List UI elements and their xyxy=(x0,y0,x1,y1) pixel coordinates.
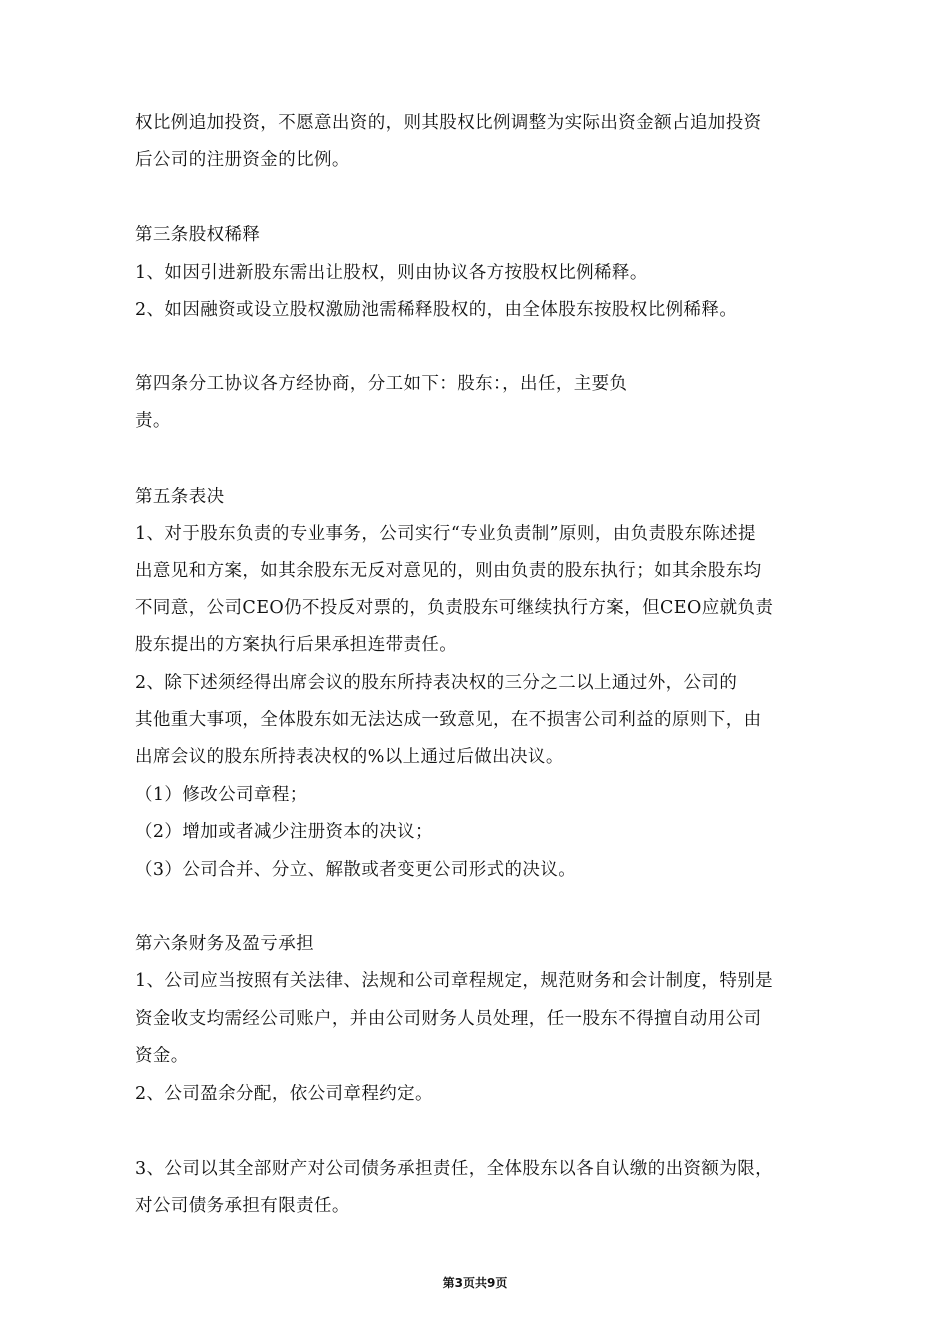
paragraph-line: 出意见和方案，如其余股东无反对意见的，则由负责的股东执行；如其余股东均 xyxy=(135,561,762,581)
section-heading: 第六条财务及盈亏承担 xyxy=(135,934,314,954)
paragraph-line: 资金收支均需经公司账户，并由公司财务人员处理，任一股东不得擅自动用公司 xyxy=(135,1009,762,1029)
paragraph-line: 不同意，公司CEO仍不投反对票的，负责股东可继续执行方案，但CEO应就负责 xyxy=(135,598,774,618)
page-number: 第3页共9页 xyxy=(442,1276,508,1290)
paragraph-line: 对公司债务承担有限责任。 xyxy=(135,1196,350,1216)
list-item: （1）修改公司章程； xyxy=(135,785,308,805)
paragraph-line: 2、除下述须经得出席会议的股东所持表决权的三分之二以上通过外，公司的 xyxy=(135,673,738,693)
paragraph-line: 权比例追加投资，不愿意出资的，则其股权比例调整为实际出资金额占追加投资 xyxy=(135,113,762,133)
paragraph-line: 出席会议的股东所持表决权的%以上通过后做出决议。 xyxy=(135,747,564,767)
paragraph-line: 股东提出的方案执行后果承担连带责任。 xyxy=(135,635,458,655)
paragraph-line: 1、对于股东负责的专业事务，公司实行“专业负责制”原则，由负责股东陈述提 xyxy=(135,524,756,544)
list-item: （3）公司合并、分立、解散或者变更公司形式的决议。 xyxy=(135,860,577,880)
paragraph-line: 1、如因引进新股东需出让股权，则由协议各方按股权比例稀释。 xyxy=(135,263,648,283)
list-item: （2）增加或者减少注册资本的决议； xyxy=(135,822,433,842)
section-heading: 第三条股权稀释 xyxy=(135,225,261,245)
paragraph-line: 1、公司应当按照有关法律、法规和公司章程规定，规范财务和会计制度，特别是 xyxy=(135,971,774,991)
paragraph-line: 责。 xyxy=(135,411,171,431)
paragraph-line: 资金。 xyxy=(135,1046,189,1066)
section-heading: 第五条表决 xyxy=(135,487,225,507)
paragraph-line: 后公司的注册资金的比例。 xyxy=(135,150,350,170)
paragraph-line: 2、公司盈余分配，依公司章程约定。 xyxy=(135,1084,433,1104)
paragraph-line: 其他重大事项，全体股东如无法达成一致意见，在不损害公司利益的原则下，由 xyxy=(135,710,762,730)
paragraph-line: 3、公司以其全部财产对公司债务承担责任，全体股东以各自认缴的出资额为限， xyxy=(135,1159,774,1179)
section-heading: 第四条分工协议各方经协商，分工如下：股东：，出任，主要负 xyxy=(135,374,628,394)
paragraph-line: 2、如因融资或设立股权激励池需稀释股权的，由全体股东按股权比例稀释。 xyxy=(135,300,738,320)
